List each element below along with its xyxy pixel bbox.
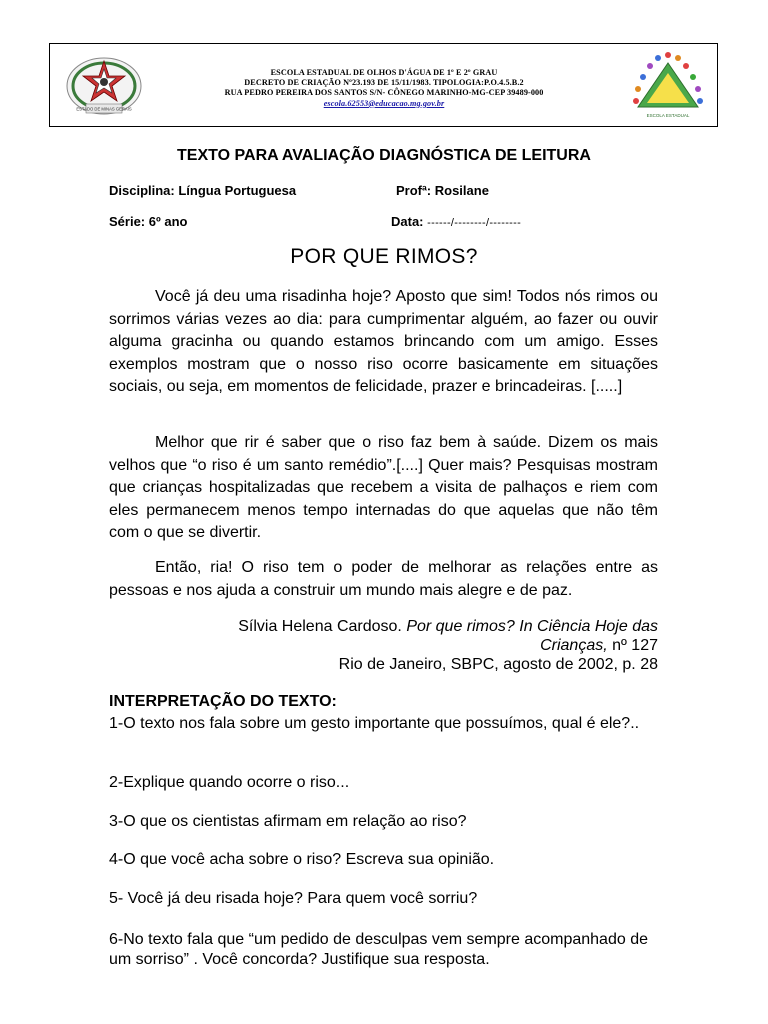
paragraph-2: Melhor que rir é saber que o riso faz bem à saúde. Dizem os mais velhos que “o riso é um santo remédio”.[....] Quer mais? Pesquisas mostram que crianças hospitalizadas que recebem a visita de palhaços e riem com eles permanecem menos tempo internadas do que aquelas que não têm com o que se divertir. <box>109 434 658 541</box>
source-author: Sílvia Helena Cardoso. <box>238 618 402 635</box>
paragraph-1: Você já deu uma risadinha hoje? Aposto que sim! Todos nós rimos ou sorrimos várias vezes ao dia: para cumprimentar alguém, ao fazer ou ouvir alguma gracinha ou quando estamos brincando com um amigo. Esses exemplos mostram que o nosso riso ocorre basicamente em situações sociais, ou seja, em momentos de felicidade, prazer e brincadeiras. [.....] <box>109 288 658 395</box>
subject-label: Disciplina: Língua Portuguesa <box>109 183 297 198</box>
date-blank: ------/--------/-------- <box>427 217 522 229</box>
paragraph-3: Então, ria! O riso tem o poder de melhorar as relações entre as pessoas e nos ajuda a construir um mundo mais alegre e de paz. <box>109 559 658 599</box>
date-label: Data: <box>391 214 424 229</box>
left-logo-caption: ESTADO DE MINAS GERAIS <box>76 106 132 112</box>
source-work: Por que rimos? In Ciência Hoje das <box>406 618 658 635</box>
interpretation-title: INTERPRETAÇÃO DO TEXTO: <box>109 693 337 710</box>
school-address: RUA PEDRO PEREIRA DOS SANTOS S/N- CÔNEGO MARINHO-MG-CEP 39489-000 <box>224 88 544 98</box>
school-email-link[interactable]: escola.62553@educacao.mg.gov.br <box>323 98 445 108</box>
source-place: Rio de Janeiro, SBPC, agosto de 2002, p. 28 <box>338 656 658 673</box>
right-logo-caption: ESCOLA ESTADUAL <box>646 113 690 118</box>
question-5: 5- Você já deu risada hoje? Para quem você sorriu? <box>109 890 478 907</box>
teacher-label: Profª: Rosilane <box>396 183 489 198</box>
source-work-cont: Crianças, <box>540 637 608 654</box>
text-title: POR QUE RIMOS? <box>290 245 478 268</box>
source-citation <box>238 617 658 674</box>
question-2: 2-Explique quando ocorre o riso... <box>109 774 350 791</box>
source-number: nº 127 <box>612 637 658 654</box>
question-4: 4-O que você acha sobre o riso? Escreva sua opinião. <box>109 851 495 868</box>
question-6: 6-No texto fala que “um pedido de desculpas vem sempre acompanhado de um sorriso” . Você concorda? Justifique sua resposta. <box>109 931 648 968</box>
document-title: TEXTO PARA AVALIAÇÃO DIAGNÓSTICA DE LEITURA <box>177 147 591 164</box>
school-logo <box>628 49 708 121</box>
school-decree: DECRETO DE CRIAÇÃO Nº23.193 DE 15/11/1983. TIPOLOGIA:P.O.4.5.B.2 <box>244 78 524 88</box>
date-field <box>391 214 521 229</box>
question-1: 1-O texto nos fala sobre um gesto importante que possuímos, qual é ele?.. <box>109 715 640 732</box>
question-3: 3-O que os cientistas afirmam em relação ao riso? <box>109 813 467 830</box>
grade-label: Série: 6º ano <box>109 214 188 229</box>
school-info <box>170 68 598 109</box>
state-emblem-logo <box>64 52 144 120</box>
school-name: ESCOLA ESTADUAL DE OLHOS D'ÁGUA DE 1º E 2º GRAU <box>270 68 498 77</box>
